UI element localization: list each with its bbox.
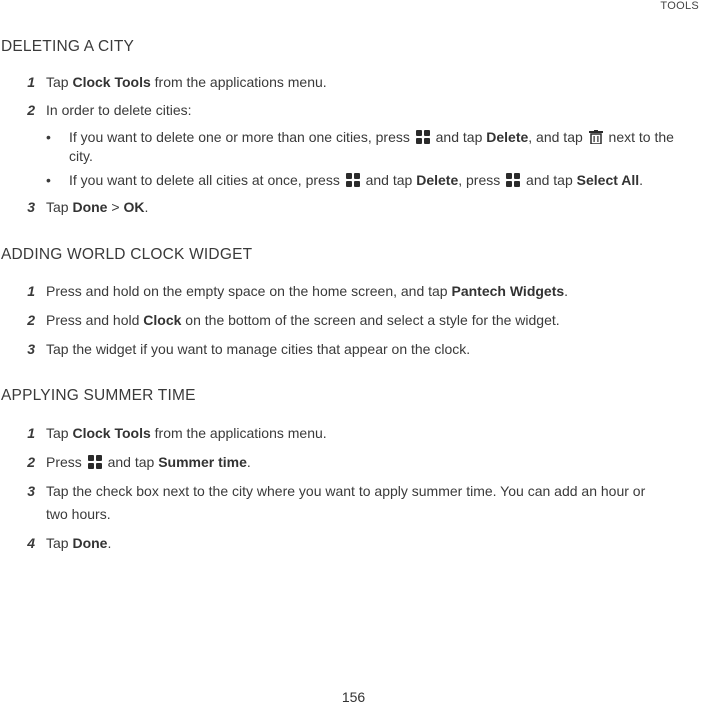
menu-key-icon bbox=[416, 130, 430, 144]
delete-label: Delete bbox=[486, 129, 529, 145]
delete-label: Delete bbox=[416, 172, 459, 188]
step-number: 2 bbox=[27, 312, 35, 328]
done-label: Done bbox=[72, 199, 108, 215]
step-number: 1 bbox=[27, 74, 35, 90]
step-number: 3 bbox=[27, 199, 35, 215]
step-number: 2 bbox=[27, 454, 35, 470]
select-all-label: Select All bbox=[576, 172, 640, 188]
trash-icon bbox=[589, 130, 603, 144]
menu-key-icon bbox=[346, 173, 360, 187]
step-number: 2 bbox=[27, 102, 35, 118]
step-number: 1 bbox=[27, 425, 35, 441]
section-title-summer-time: APPLYING SUMMER TIME bbox=[1, 387, 196, 404]
step-number: 4 bbox=[27, 535, 35, 551]
pantech-widgets-label: Pantech Widgets bbox=[451, 283, 565, 299]
section-title-deleting-city: DELETING A CITY bbox=[1, 38, 135, 55]
menu-key-icon bbox=[506, 173, 520, 187]
summer-time-label: Summer time bbox=[158, 454, 247, 470]
step-number: 3 bbox=[27, 483, 35, 499]
step-number: 3 bbox=[27, 341, 35, 357]
page-number: 156 bbox=[341, 689, 366, 705]
section-title-adding-widget: ADDING WORLD CLOCK WIDGET bbox=[1, 246, 253, 263]
ok-label: OK bbox=[123, 199, 145, 215]
done-label: Done bbox=[72, 535, 108, 551]
clock-tools-label: Clock Tools bbox=[72, 425, 151, 441]
running-header: TOOLS bbox=[660, 0, 699, 12]
clock-tools-label: Clock Tools bbox=[72, 74, 151, 90]
clock-label: Clock bbox=[143, 312, 182, 328]
menu-key-icon bbox=[88, 455, 102, 469]
step-number: 1 bbox=[27, 283, 35, 299]
